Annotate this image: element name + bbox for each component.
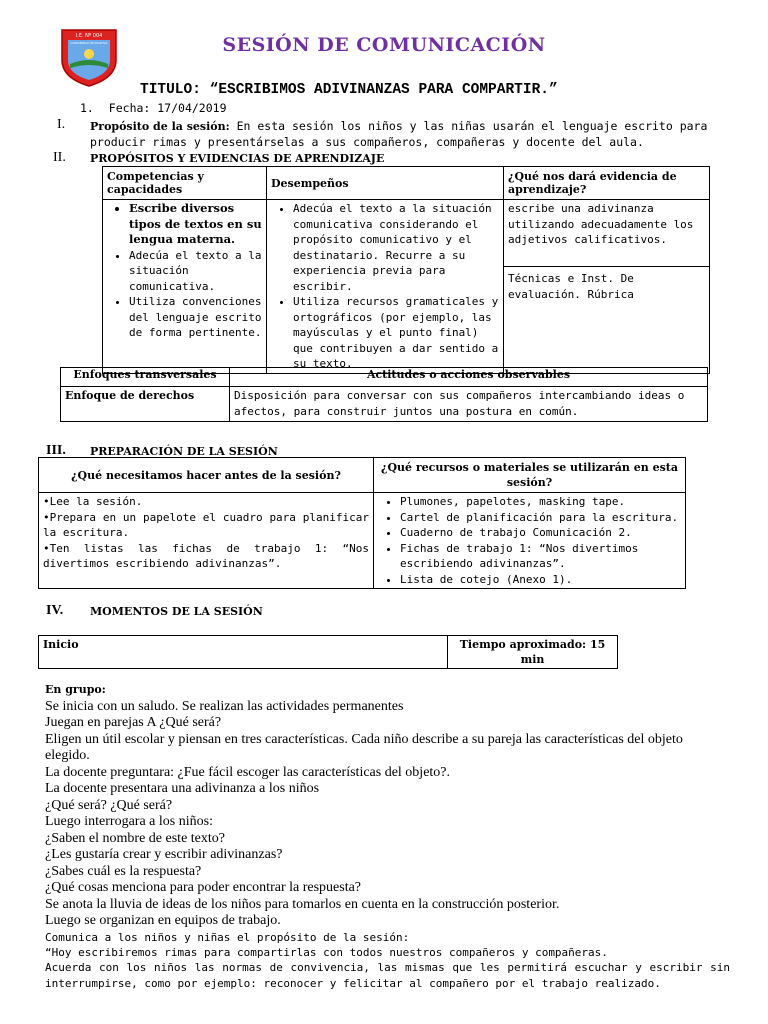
col-antes: ¿Qué necesitamos hacer antes de la sesión?	[39, 458, 374, 493]
cita-line: “Hoy escribiremos rimas para compartirlas con todos nuestros compañeros y compañeras.	[45, 945, 608, 959]
enfoques-table	[60, 367, 708, 422]
body-line: La docente preguntara: ¿Fue fácil escoger las características del objeto?.	[45, 764, 451, 780]
tiempo-cell: Tiempo aproximado: 15 min	[448, 636, 618, 669]
antes-item: •Lee la sesión.	[43, 495, 143, 508]
section-1-proposito	[90, 119, 720, 150]
competencias-table	[102, 166, 710, 374]
session-title: TITULO: “ESCRIBIMOS ADIVINANZAS PARA COMPARTIR.”	[140, 82, 558, 98]
inicio-cell: Inicio	[39, 636, 448, 669]
col-enfoques: Enfoques transversales	[61, 368, 230, 387]
recursos-cell	[374, 493, 686, 589]
body-line: Juegan en parejas A ¿Qué será?	[45, 715, 222, 730]
col-recursos: ¿Qué recursos o materiales se utilizarán en esta sesión?	[374, 458, 686, 493]
acuerda-paragraph: Acuerda con los niños las normas de convivencia, las mismas que les permitirá escuchar y escribir sin interrumpirse, como por ejemplo: reconocer y felicitar al compañero por el trabajo realizado.	[45, 960, 730, 990]
date-line	[80, 101, 227, 115]
desempenos-cell	[267, 200, 504, 374]
antes-item: •Ten listas las fichas de trabajo 1: “Nos divertimos escribiendo adivinanzas”.	[43, 541, 369, 570]
section-4-number: IV.	[46, 603, 64, 618]
preparacion-table	[38, 457, 686, 589]
antes-cell	[39, 493, 374, 589]
momentos-table	[38, 635, 618, 669]
body-line: Luego se organizan en equipos de trabajo.	[45, 913, 281, 928]
svg-text:COMUNIDAD EDUCATIVA: COMUNIDAD EDUCATIVA	[70, 41, 108, 45]
col-actitudes: Actitudes o acciones observables	[230, 368, 708, 387]
evidencia-cell: escribe una adivinanza utilizando adecuadamente los adjetivos calificativos.	[504, 200, 710, 267]
tecnicas-cell: Técnicas e Inst. De evaluación. Rúbrica	[504, 267, 710, 374]
section-1-number: I.	[57, 117, 66, 132]
desempeno-item: • Adecúa el texto a la situación comunicativa considerando el propósito comunicativo y el destinatario. Recurre a su experiencia previa para escribir.	[293, 201, 499, 294]
recurso-item: • Plumones, papelotes, masking tape.	[400, 494, 681, 510]
session-body	[45, 682, 730, 993]
competencia-item: • Escribe diversos tipos de textos en su lengua materna.	[129, 201, 262, 248]
svg-text:I.E. Nº 004: I.E. Nº 004	[75, 33, 103, 39]
body-line: Se inicia con un saludo. Se realizan las actividades permanentes	[45, 698, 404, 714]
body-line: Eligen un útil escolar y piensan en tres características. Cada niño describe a su pareja las características del objeto elegido.	[45, 731, 683, 763]
antes-item: •Prepara en un papelote el cuadro para planificar la escritura.	[43, 510, 369, 539]
section-2-heading: PROPÓSITOS Y EVIDENCIAS DE APRENDIZAJE	[90, 152, 385, 165]
col-desempenos: Desempeños	[267, 167, 504, 200]
section-2-number: II.	[53, 150, 66, 165]
date-text: Fecha: 17/04/2019	[108, 101, 227, 115]
section-3-number: III.	[46, 443, 66, 458]
col-evidencia: ¿Qué nos dará evidencia de aprendizaje?	[504, 167, 710, 200]
enfoque-cell: Enfoque de derechos	[61, 387, 230, 422]
section-3-heading: PREPARACIÓN DE LA SESIÓN	[90, 445, 278, 458]
grupo-label: En grupo:	[45, 683, 106, 696]
comunica-line: Comunica a los niños y niñas el propósito de la sesión:	[45, 930, 410, 944]
date-number: 1.	[80, 101, 94, 115]
body-line: Luego interrogara a los niños:	[45, 814, 213, 829]
section-4-heading: MOMENTOS DE LA SESIÓN	[90, 605, 263, 618]
capacidad-item: • Adecúa el texto a la situación comunicativa.	[129, 248, 262, 295]
capacidad-item: • Utiliza convenciones del lenguaje escrito de forma pertinente.	[129, 294, 262, 341]
recurso-item: • Cuaderno de trabajo Comunicación 2.	[400, 525, 681, 541]
col-competencias: Competencias y capacidades	[103, 167, 267, 200]
body-line: Se anota la lluvia de ideas de los niños para tomarlos en cuenta en la construcción posterior.	[45, 896, 560, 912]
recurso-item: • Cartel de planificación para la escritura.	[400, 510, 681, 526]
page-title: SESIÓN DE COMUNICACIÓN	[222, 34, 546, 56]
recurso-item: • Lista de cotejo (Anexo 1).	[400, 572, 681, 588]
proposito-text: En esta sesión los niños y las niñas usarán el lenguaje escrito para producir rimas y presentárselas a sus compañeros, compañeras y docente del aula.	[90, 119, 708, 149]
competencias-cell	[103, 200, 267, 374]
body-line: ¿Saben el nombre de este texto?	[45, 830, 225, 846]
body-line: ¿Qué cosas menciona para poder encontrar la respuesta?	[45, 880, 362, 895]
proposito-label: Propósito de la sesión:	[90, 120, 230, 133]
recurso-item: • Fichas de trabajo 1: “Nos divertimos escribiendo adivinanzas”.	[400, 541, 681, 572]
body-line: ¿Sabes cuál es la respuesta?	[45, 863, 202, 879]
actitud-cell: Disposición para conversar con sus compañeros intercambiando ideas o afectos, para construir juntos una postura en común.	[230, 387, 708, 422]
body-line: La docente presentara una adivinanza a los niños	[45, 781, 320, 796]
body-line: ¿Qué será? ¿Qué será?	[45, 797, 173, 813]
body-line: ¿Les gustaría crear y escribir adivinanzas?	[45, 847, 283, 862]
desempeno-item: • Utiliza recursos gramaticales y ortográficos (por ejemplo, las mayúsculas y el punto final) que contribuyen a dar sentido a su texto.	[293, 294, 499, 372]
